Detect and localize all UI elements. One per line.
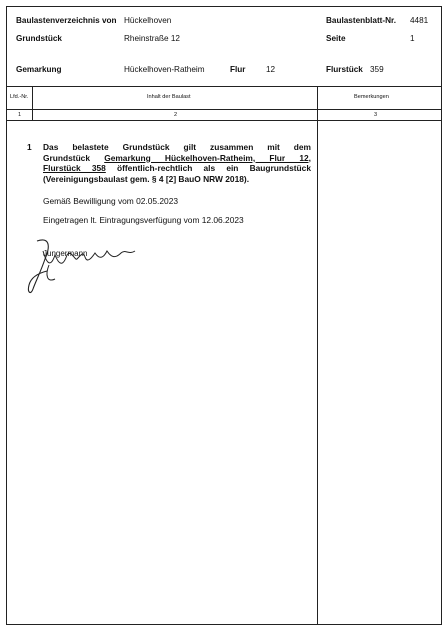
page-label: Seite	[326, 34, 346, 43]
entry-reference-number: Flurstück 358	[43, 163, 106, 174]
entry-line-2	[43, 153, 311, 164]
column-header-number: Lfd.-Nr.	[10, 94, 29, 100]
district-value: Hückelhoven-Ratheim	[124, 65, 205, 74]
column-header-divider	[7, 109, 441, 110]
header-divider	[7, 86, 441, 87]
plot-value: Rheinstraße 12	[124, 34, 180, 43]
signature-scribble	[25, 235, 145, 297]
district-label: Gemarkung	[16, 65, 62, 74]
column-number-divider	[7, 120, 441, 121]
signer-name: Jungermann	[43, 249, 88, 258]
entry-line-3	[43, 163, 311, 174]
entry-number: 1	[27, 142, 32, 152]
registration-note: Eingetragen lt. Eintragungsverfügung vom 12.06.2023	[43, 215, 244, 225]
page-value: 1	[410, 34, 415, 43]
entry-line-1: Das belastete Grundstück gilt zusammen mit dem	[43, 142, 311, 152]
parcel-label: Flurstück	[326, 65, 363, 74]
entry-reference-parcel: Gemarkung Hückelhoven-Ratheim, Flur 12,	[104, 152, 311, 163]
column-number-3: 3	[374, 112, 378, 118]
column-header-remarks: Bemerkungen	[354, 94, 389, 100]
sheet-number-value: 4481	[410, 16, 429, 25]
column-header-content: Inhalt der Baulast	[147, 94, 191, 100]
column-number-2: 2	[174, 112, 178, 118]
column-number-1: 1	[18, 112, 22, 118]
flur-value: 12	[266, 65, 276, 74]
register-value: Hückelhoven	[124, 16, 172, 25]
document-sheet	[6, 6, 442, 625]
column-divider-1	[32, 86, 33, 120]
entry-line-2-prefix: Grundstück	[43, 152, 90, 163]
approval-note: Gemäß Bewilligung vom 02.05.2023	[43, 196, 179, 206]
plot-label: Grundstück	[16, 34, 62, 43]
column-divider-2	[317, 86, 318, 624]
register-label: Baulastenverzeichnis von	[16, 16, 117, 25]
sheet-number-label: Baulastenblatt-Nr.	[326, 16, 397, 25]
flur-label: Flur	[230, 65, 246, 74]
entry-line-3-rest: öffentlich-rechtlich als ein Baugrundstück	[116, 163, 311, 174]
parcel-value: 359	[370, 65, 384, 74]
entry-line-4: (Vereinigungsbaulast gem. § 4 [2] BauO NRW 2018).	[43, 173, 250, 184]
